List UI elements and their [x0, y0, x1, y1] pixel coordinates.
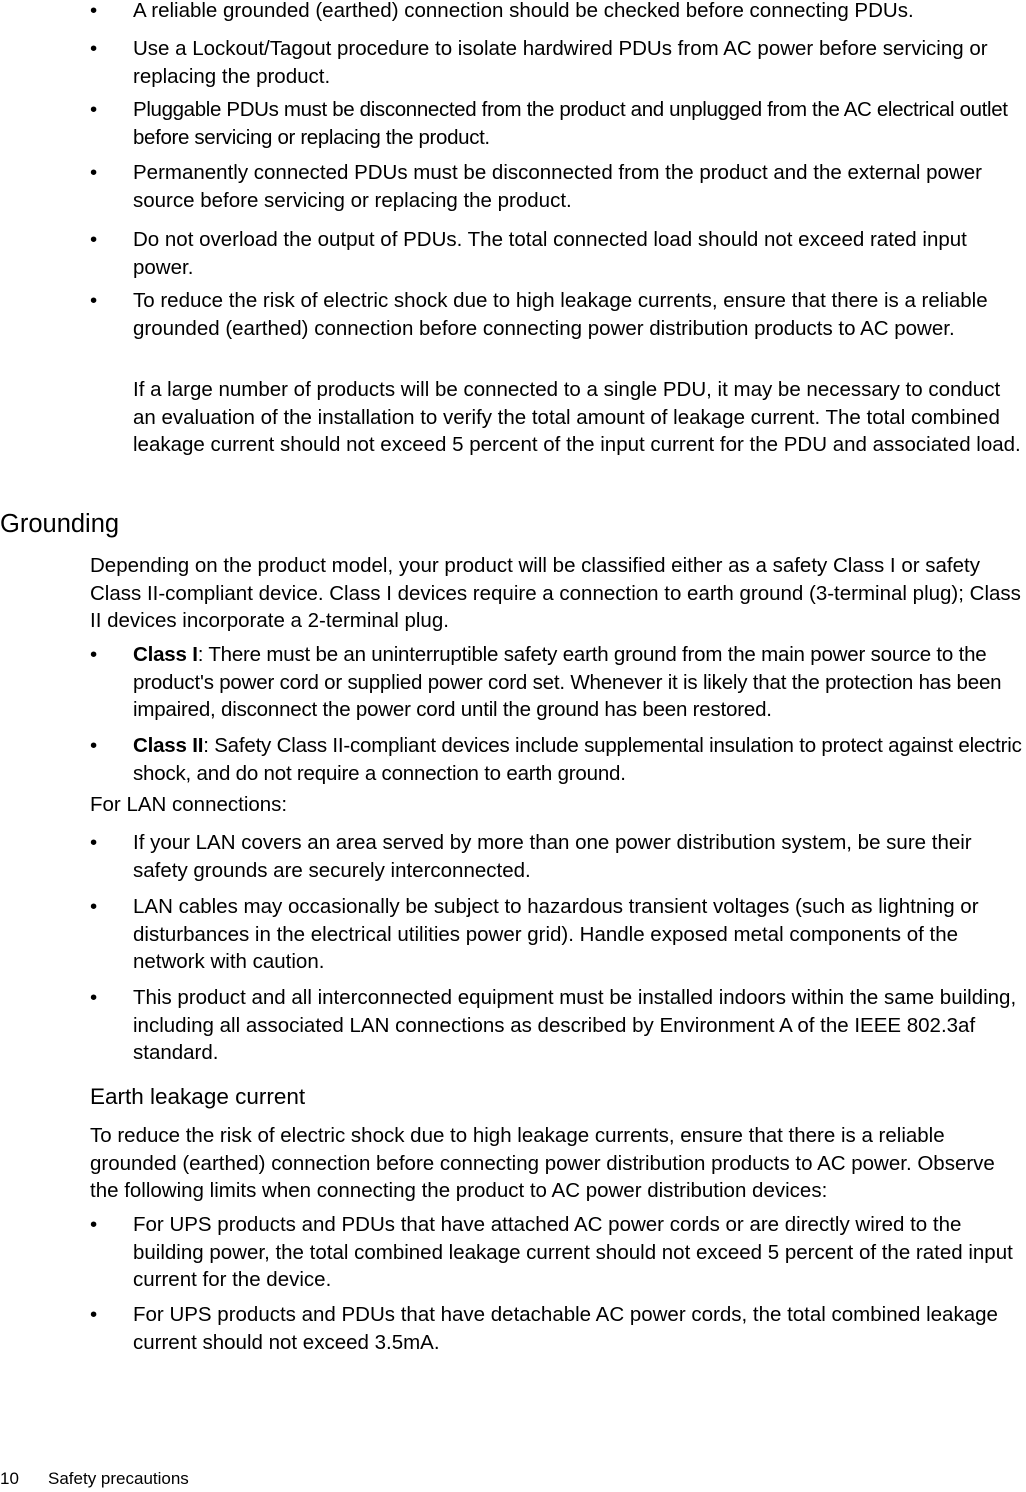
list-item-text: Pluggable PDUs must be disconnected from the product and unplugged from the AC electrical outlet before servicing or replacing the product.: [133, 98, 1008, 149]
list-item: [90, 732, 1026, 787]
bullet-glyph: •: [90, 1303, 98, 1326]
leakage-note-paragraph: If a large number of products will be connected to a single PDU, it may be necessary to conduct an evaluation of the installation to verify the total amount of leakage current. The total combined leakage current should not exceed 5 percent of the input current for the PDU and associated load.: [133, 378, 1021, 456]
list-item-text: Do not overload the output of PDUs. The total connected load should not exceed rated input power.: [133, 228, 967, 279]
list-item: [90, 0, 1026, 25]
list-item: [90, 35, 1026, 90]
bullet-glyph: •: [90, 98, 98, 121]
bullet-glyph: •: [90, 37, 98, 60]
list-item: [90, 984, 1026, 1067]
lan-intro: For LAN connections:: [90, 793, 288, 816]
bullet-glyph: •: [90, 986, 98, 1009]
list-item: [90, 96, 1026, 151]
earth-leakage-paragraph: To reduce the risk of electric shock due to high leakage currents, ensure that there is a reliable grounded (earthed) connection before connecting power distribution products to AC power. Observe the following limits when connecting the product to AC power distribution devices:: [90, 1124, 995, 1202]
list-item-text: [133, 641, 1026, 724]
page-footer: [0, 1468, 189, 1490]
list-item-text: A reliable grounded (earthed) connection should be checked before connecting PDUs.: [133, 0, 914, 22]
list-item-text: Use a Lockout/Tagout procedure to isolate hardwired PDUs from AC power before servicing or replacing the product.: [133, 37, 988, 88]
class-label: Class II: [133, 734, 204, 757]
bullet-glyph: •: [90, 643, 98, 666]
section-heading-earth-leakage: Earth leakage current: [90, 1084, 306, 1109]
list-item: [90, 159, 1026, 214]
list-item-text: This product and all interconnected equipment must be installed indoors within the same building, including all associated LAN connections as described by Environment A of the IEEE 802.3af standard.: [133, 986, 1017, 1064]
section-heading-grounding: Grounding: [0, 510, 120, 538]
list-item-text: If your LAN covers an area served by more than one power distribution system, be sure their safety grounds are securely interconnected.: [133, 831, 972, 882]
bullet-glyph: •: [90, 1213, 98, 1236]
bullet-glyph: •: [90, 161, 98, 184]
list-item: [90, 641, 1026, 724]
list-item-text: [133, 732, 1026, 787]
grounding-paragraph: Depending on the product model, your product will be classified either as a safety Class I or safety Class II-compliant device. Class I devices require a connection to earth ground (3-terminal plug); Class II devices incorporate a 2-terminal plug.: [90, 554, 1021, 632]
class-label: Class I: [133, 643, 198, 666]
class-description: : Safety Class II-compliant devices include supplemental insulation to protect against electric shock, and do not require a connection to earth ground.: [133, 734, 1022, 785]
bullet-glyph: •: [90, 831, 98, 854]
bullet-glyph: •: [90, 289, 98, 312]
bullet-glyph: •: [90, 228, 98, 251]
bullet-glyph: •: [90, 0, 98, 22]
list-item: [90, 893, 1026, 976]
list-item-text: For UPS products and PDUs that have detachable AC power cords, the total combined leakage current should not exceed 3.5mA.: [133, 1303, 998, 1354]
list-item: [90, 829, 1026, 884]
footer-section-title: Safety precautions: [48, 1469, 189, 1488]
list-item-text: LAN cables may occasionally be subject to hazardous transient voltages (such as lightning or disturbances in the electrical utilities power grid). Handle exposed metal components of the network with caution.: [133, 895, 979, 973]
list-item: [90, 1301, 1026, 1356]
bullet-glyph: •: [90, 895, 98, 918]
class-description: : There must be an uninterruptible safety earth ground from the main power source to the product's power cord or supplied power cord set. Whenever it is likely that the protection has been impaired, disconnect the power cord until the ground has been restored.: [133, 643, 1002, 721]
list-item-text: Permanently connected PDUs must be disconnected from the product and the external power source before servicing or replacing the product.: [133, 161, 982, 212]
list-item: [90, 226, 1026, 281]
list-item-text: For UPS products and PDUs that have attached AC power cords or are directly wired to the building power, the total combined leakage current should not exceed 5 percent of the rated input current for the device.: [133, 1213, 1013, 1291]
list-item: [90, 1211, 1026, 1294]
list-item: [90, 287, 1026, 342]
list-item-text: To reduce the risk of electric shock due to high leakage currents, ensure that there is a reliable grounded (earthed) connection before connecting power distribution products to AC power.: [133, 289, 988, 340]
bullet-glyph: •: [90, 734, 98, 757]
page-number: 10: [0, 1469, 19, 1488]
